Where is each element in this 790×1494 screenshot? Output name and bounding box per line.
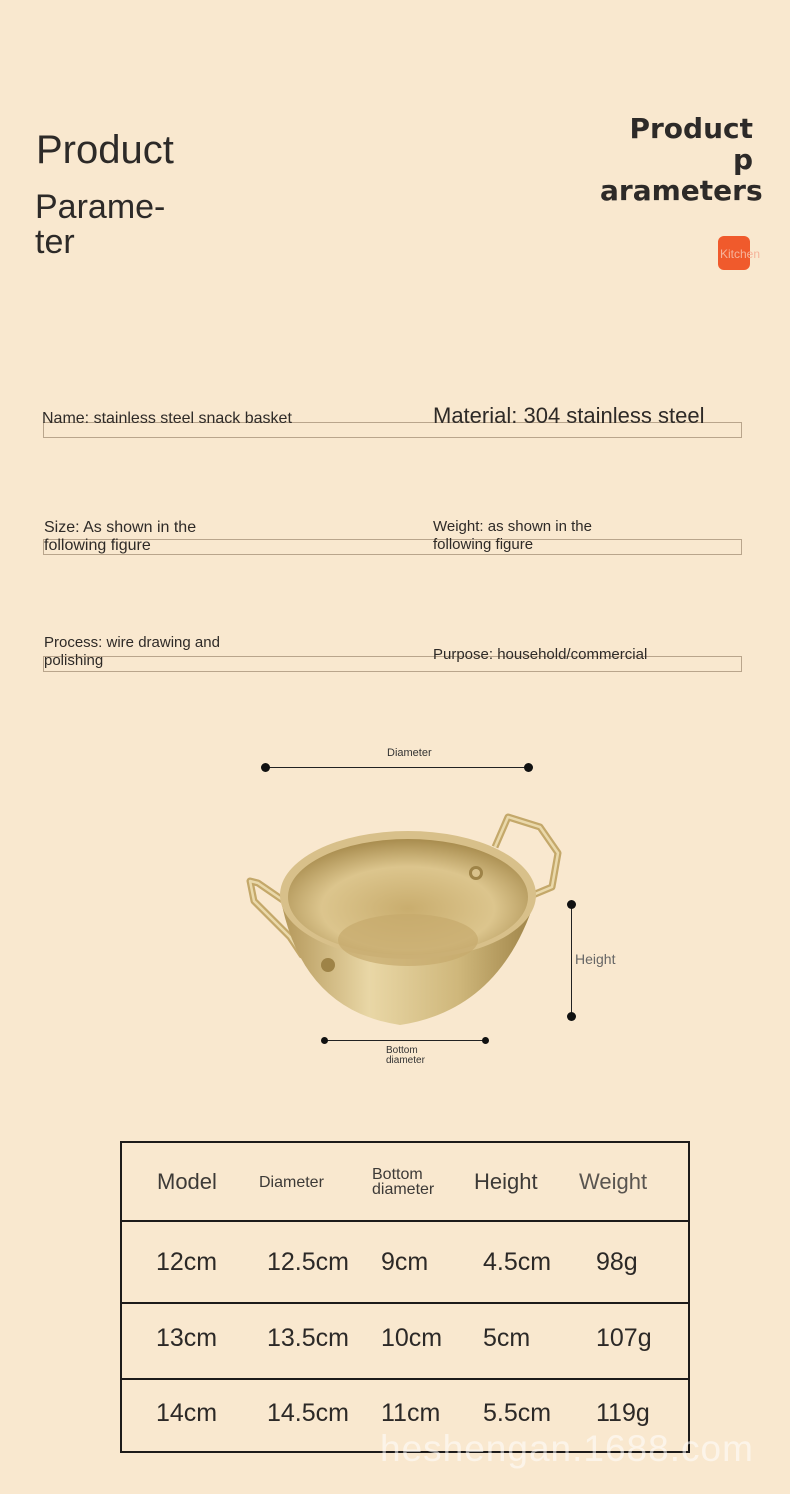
param-material: Material: 304 stainless steel: [433, 403, 705, 428]
height-dot-bottom: [567, 1012, 576, 1021]
page-subtitle: [35, 190, 205, 260]
param-purpose: Purpose: household/commercial: [433, 646, 648, 663]
param-process-line-1: Process: wire drawing and: [44, 634, 220, 651]
bottom-label-line-2: diameter: [386, 1055, 425, 1066]
bottom-dot-right: [482, 1037, 489, 1044]
cell-model: 13cm: [156, 1324, 218, 1352]
section-title-line-1: Product p: [629, 112, 753, 176]
bottom-label-line-1: Bottom: [386, 1045, 418, 1056]
height-line: [571, 904, 572, 1016]
header-bottom-line-2: diameter: [372, 1181, 435, 1198]
table-divider: [122, 1220, 688, 1222]
cell-diameter: 14.5cm: [267, 1399, 349, 1427]
param-process-line-2: polishing: [44, 652, 104, 669]
diameter-label: Diameter: [387, 747, 432, 759]
page-title: Product: [36, 128, 174, 172]
cell-height: 4.5cm: [483, 1248, 552, 1276]
header-weight: Weight: [579, 1169, 648, 1194]
param-weight-line-2: following figure: [433, 536, 534, 553]
cell-weight: 119g: [596, 1399, 650, 1427]
cell-bottom: 10cm: [381, 1324, 443, 1352]
header-bottom-diameter: [372, 1143, 434, 1221]
cell-bottom: 9cm: [381, 1248, 429, 1276]
section-title-right: [600, 112, 763, 207]
param-weight: [433, 518, 592, 554]
param-process: [44, 634, 220, 670]
bottom-dot-left: [321, 1037, 328, 1044]
table-divider: [122, 1378, 688, 1380]
header-bottom-line-1: Bottom: [372, 1166, 423, 1183]
subtitle-line-2: ter: [35, 223, 75, 261]
cell-weight: 98g: [596, 1248, 638, 1276]
cell-diameter: 13.5cm: [267, 1324, 349, 1352]
param-size: [44, 519, 196, 555]
bottom-diameter-line: [324, 1040, 485, 1041]
cell-model: 14cm: [156, 1399, 218, 1427]
section-title-line-2: arameters: [600, 174, 763, 207]
diameter-dot-left: [261, 763, 270, 772]
cell-model: 12cm: [156, 1248, 218, 1276]
cell-height: 5cm: [483, 1324, 531, 1352]
table-divider: [122, 1302, 688, 1304]
header-height: Height: [474, 1169, 538, 1194]
height-label: Height: [575, 951, 616, 967]
param-name: Name: stainless steel snack basket: [42, 410, 292, 427]
subtitle-line-1: Parame-: [35, 188, 166, 226]
param-weight-line-1: Weight: as shown in the: [433, 518, 592, 535]
cell-diameter: 12.5cm: [267, 1248, 349, 1276]
param-size-line-1: Size: As shown in the: [44, 519, 197, 536]
cell-weight: 107g: [596, 1324, 652, 1352]
height-dot-top: [567, 900, 576, 909]
bottom-diameter-label: [386, 1046, 425, 1066]
kitchen-badge-label: Kitchen: [720, 247, 761, 261]
param-size-line-2: following figure: [44, 537, 151, 554]
cell-bottom: 11cm: [381, 1399, 441, 1427]
size-table: [120, 1141, 690, 1453]
diameter-dot-right: [524, 763, 533, 772]
snack-basket-image: [240, 805, 570, 1035]
cell-height: 5.5cm: [483, 1399, 552, 1427]
header-model: Model: [157, 1169, 217, 1194]
header-diameter: Diameter: [259, 1173, 324, 1191]
watermark: heshengan.1688.com: [380, 1428, 754, 1469]
diameter-line: [265, 767, 528, 768]
